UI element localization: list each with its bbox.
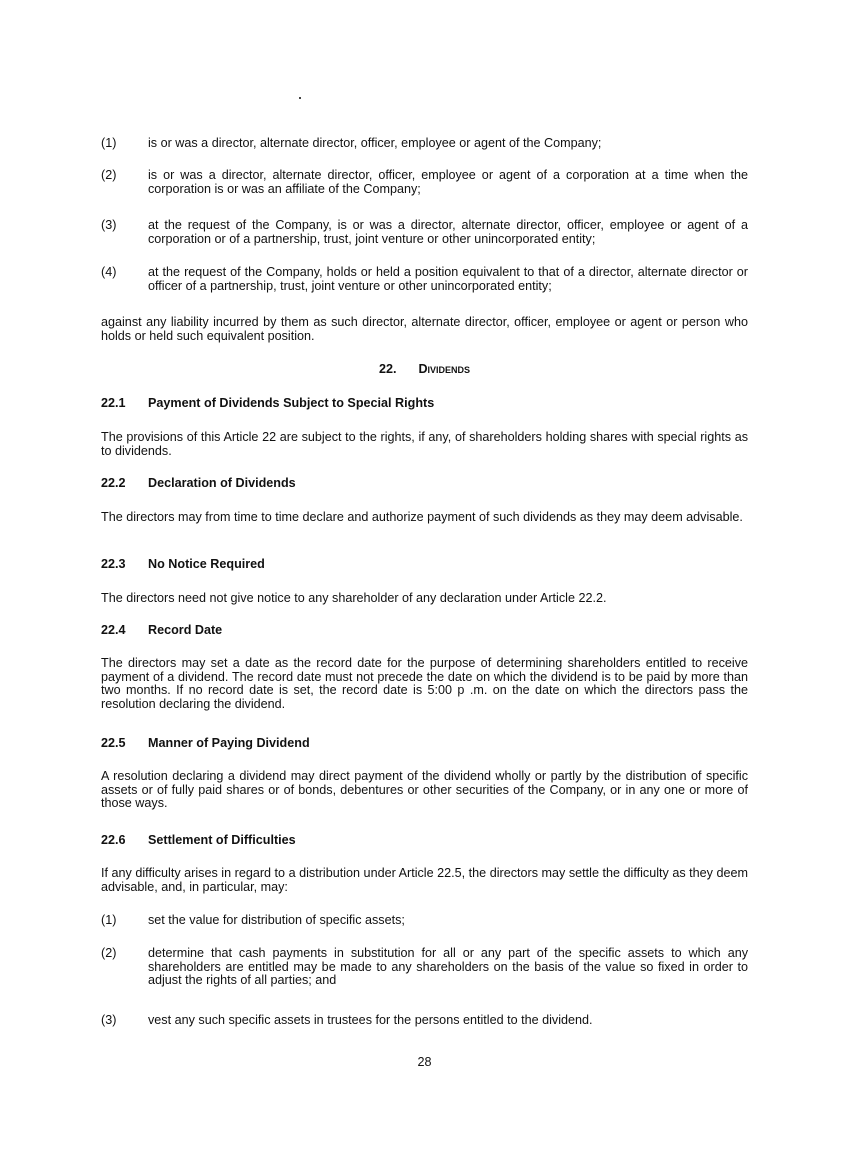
section-heading <box>101 558 748 572</box>
list-item <box>101 219 748 246</box>
list-item <box>101 947 748 988</box>
article-number: 22. <box>378 362 397 376</box>
list-item <box>101 137 748 151</box>
list-item-number: (3) <box>101 218 117 232</box>
section-title: Record Date <box>148 623 223 637</box>
list-item <box>101 914 748 928</box>
section-body: The provisions of this Article 22 are subject to the rights, if any, of shareholders holding shares with special rights as to dividends. <box>101 430 748 458</box>
section-body: The directors may set a date as the record date for the purpose of determining shareholders entitled to receive payment of a dividend. The record date must not precede the date on which the dividend is to be paid by more than two months. If no record date is set, the record date is 5:00 p .m. on the date on which the directors pass the resolution declaring the dividend. <box>101 656 748 711</box>
list-item-number: (4) <box>101 265 117 279</box>
section-heading <box>101 834 748 848</box>
section-body: If any difficulty arises in regard to a distribution under Article 22.5, the directors may settle the difficulty as they deem advisable, and, in particular, may: <box>101 866 748 894</box>
list-item <box>101 169 748 196</box>
list-item-number: (1) <box>101 136 117 150</box>
article-heading <box>101 363 748 377</box>
list-item-text: at the request of the Company, holds or held a position equivalent to that of a director, alternate director or officer of a partnership, trust, joint venture or other unincorporated entity; <box>148 265 748 293</box>
article-title: Dividends <box>418 362 471 376</box>
closing-paragraph: against any liability incurred by them as such director, alternate director, officer, employee or agent or person who holds or held such equivalent position. <box>101 315 748 343</box>
list-item-text: at the request of the Company, is or was a director, alternate director, officer, employee or agent of a corporation or of a partnership, trust, joint venture or other unincorporated entity; <box>148 218 748 246</box>
section-title: Payment of Dividends Subject to Special Rights <box>148 396 435 410</box>
list-item-text: determine that cash payments in substitution for all or any part of the specific assets to which any shareholders are entitled may be made to any shareholders on the basis of the value so fixed in order to adjust the rights of all parties; and <box>148 946 748 988</box>
list-item-text: vest any such specific assets in trustees for the persons entitled to the dividend. <box>148 1013 593 1027</box>
section-number: 22.1 <box>101 396 126 410</box>
section-body: A resolution declaring a dividend may direct payment of the dividend wholly or partly by the distribution of specific assets or of fully paid shares or of bonds, debentures or other securities of the Company, or in any one or more of those ways. <box>101 769 748 811</box>
section-title: Manner of Paying Dividend <box>148 736 310 750</box>
page-number: 28 <box>417 1055 432 1069</box>
list-item-text: set the value for distribution of specific assets; <box>148 913 405 927</box>
section-heading <box>101 477 748 491</box>
list-item-number: (1) <box>101 913 117 927</box>
section-number: 22.5 <box>101 736 126 750</box>
list-item <box>101 1014 748 1028</box>
section-number: 22.3 <box>101 557 126 571</box>
section-title: Declaration of Dividends <box>148 476 296 490</box>
list-item <box>101 266 748 293</box>
list-item-number: (2) <box>101 946 117 960</box>
section-body: The directors need not give notice to any shareholder of any declaration under Article 22.2. <box>101 591 607 605</box>
section-title: Settlement of Difficulties <box>148 833 296 847</box>
section-heading <box>101 737 748 751</box>
list-item-number: (2) <box>101 168 117 182</box>
section-heading <box>101 397 748 411</box>
section-number: 22.4 <box>101 623 126 637</box>
section-number: 22.2 <box>101 476 126 490</box>
section-heading <box>101 624 748 638</box>
section-body: The directors may from time to time declare and authorize payment of such dividends as they may deem advisable. <box>101 510 743 524</box>
list-item-text: is or was a director, alternate director, officer, employee or agent of a corporation at a time when the corporation is or was an affiliate of the Company; <box>148 168 748 196</box>
section-number: 22.6 <box>101 833 126 847</box>
speck-mark <box>299 97 301 99</box>
section-title: No Notice Required <box>148 557 265 571</box>
list-item-number: (3) <box>101 1013 117 1027</box>
list-item-text: is or was a director, alternate director, officer, employee or agent of the Company; <box>148 136 602 150</box>
